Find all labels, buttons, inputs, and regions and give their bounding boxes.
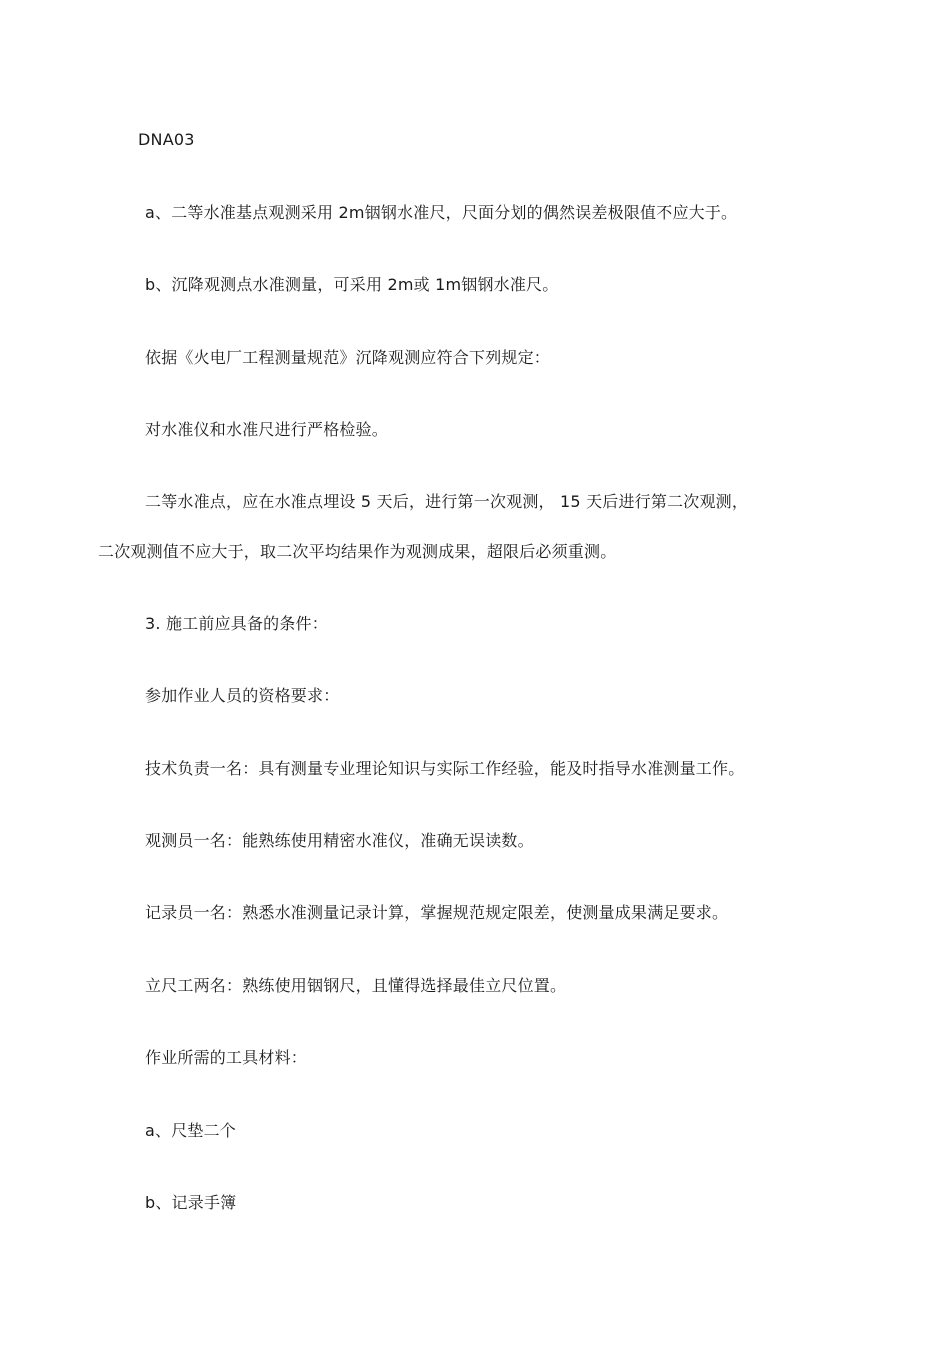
observer-requirement: 观测员一名：能熟练使用精密水准仪，准确无误读数。 xyxy=(145,831,534,850)
technical-lead-requirement: 技术负责一名：具有测量专业理论知识与实际工作经验，能及时指导水准测量工作。 xyxy=(145,759,745,778)
recorder-requirement: 记录员一名：熟悉水准测量记录计算，掌握规范规定限差，使测量成果满足要求。 xyxy=(145,903,729,922)
observation-schedule-continued: 二次观测值不应大于，取二次平均结果作为观测成果，超限后必须重测。 xyxy=(98,542,617,561)
personnel-requirements-heading: 参加作业人员的资格要求： xyxy=(145,686,340,705)
tool-item-b: b、记录手簿 xyxy=(145,1193,237,1212)
rod-holder-requirement: 立尺工两名：熟练使用铟钢尺，且懂得选择最佳立尺位置。 xyxy=(145,976,567,995)
specification-reference: 依据《火电厂工程测量规范》沉降观测应符合下列规定： xyxy=(145,348,551,367)
observation-schedule: 二等水准点，应在水准点埋设 5 天后，进行第一次观测， 15 天后进行第二次观测， xyxy=(145,492,749,511)
inspection-requirement: 对水准仪和水准尺进行严格检验。 xyxy=(145,420,389,439)
item-a-benchmark-ruler: a、二等水准基点观测采用 2m铟钢水准尺，尺面分划的偶然误差极限值不应大于。 xyxy=(145,203,738,222)
item-b-settlement-ruler: b、沉降观测点水准测量，可采用 2m或 1m铟钢水准尺。 xyxy=(145,275,559,294)
section-heading-preconditions: 3. 施工前应具备的条件： xyxy=(145,614,328,633)
instrument-model: DNA03 xyxy=(138,130,195,149)
tool-item-a: a、尺垫二个 xyxy=(145,1121,237,1140)
tools-materials-heading: 作业所需的工具材料： xyxy=(145,1048,308,1067)
